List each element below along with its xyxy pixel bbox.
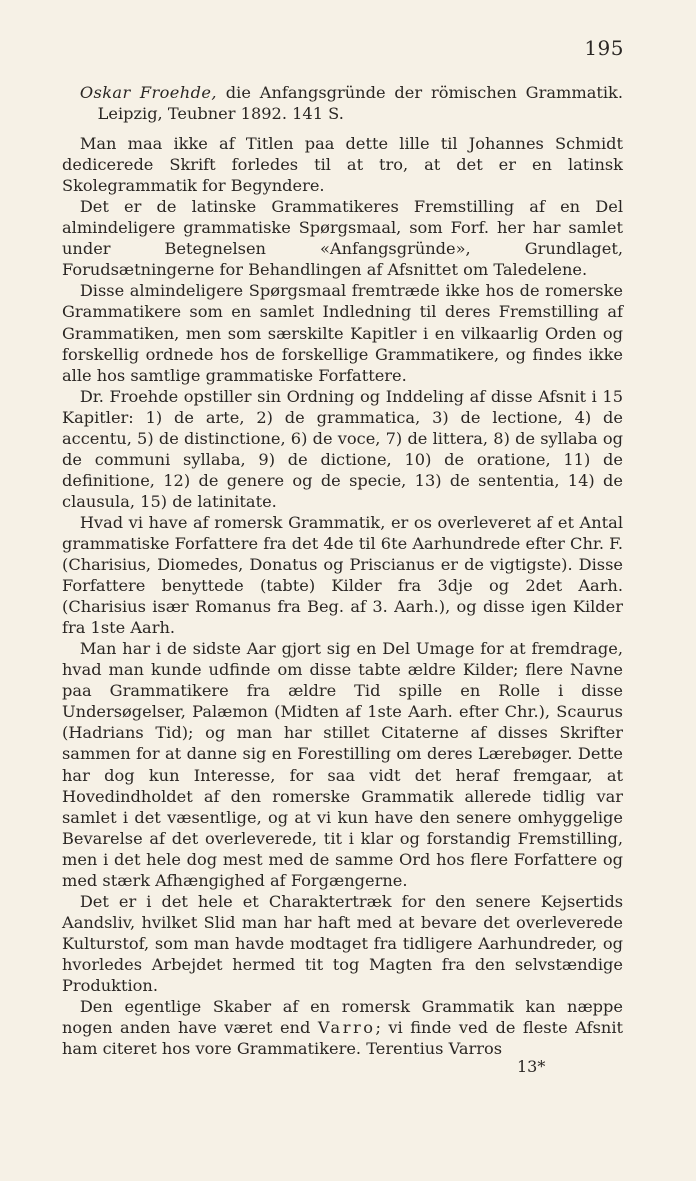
paragraph: Man har i de sidste Aar gjort sig en Del Umage for at fremdrage, hvad man kunde udfinde om disse tabte ældre Kilder; flere Navne paa Grammatikere fra ældre Tid spille en Rolle i disse Undersøgelser, Palæmon (Midten af 1ste Aarh. efter Chr.), Scaurus (Hadrians Tid); og man har stillet Citaterne af disses Skrifter sammen for at danne sig en Forestilling om deres Lærebøger. Dette har dog kun Interesse, for saa vidt det heraf fremgaar, at Hovedindholdet af den romerske Grammatik allerede tidlig var samlet i det væsentlige, og at vi kun have den senere omhyggelige Bevarelse af det overleverede, tit i klar og forstandig Fremstilling, men i det hele dog mest med de samme Ord hos flere Forfattere og med stærk Afhængighed af Forgængerne. [62,639,623,890]
paragraph: Det er i det hele et Charaktertræk for den senere Kejsertids Aandsliv, hvilket Slid man har haft med at bevare det overleverede Kulturstof, som man havde modtaget fra tidligere Aarhundreder, og hvorledes Arbejdet hermed tit tog Magten fra den selvstændige Produktion. [62,891,623,995]
spaced-name-varro: Varro [317,1018,376,1038]
signature-mark: 13* [517,1057,546,1076]
paragraph: Det er de latinske Grammatikeres Fremstilling af en Del almindeligere grammatiske Spørgsmaal, som Forf. her har samlet under Betegnelsen «Anfangsgründe», Grundlaget, Forudsætningerne for Behandlingen af Afsnittet om Taledelene. [62,197,623,280]
page-number: 195 [584,36,624,60]
paragraph: Disse almindeligere Spørgsmaal fremtræde ikke hos de romerske Grammatikere som en samlet Indledning til deres Fremstilling af Grammatiken, men som særskilte Kapitler i en vilkaarlig Orden og forskellig ordnede hos de forskellige Grammatikere, og findes ikke alle hos samtlige grammatiske Forfattere. [62,281,623,385]
paragraph: Hvad vi have af romersk Grammatik, er os overleveret af et Antal grammatiske Forfattere fra det 4de til 6te Aarhundrede efter Chr. F. (Charisius, Diomedes, Donatus og Priscianus er de vigtigste). Disse Forfattere benyttede (tabte) Kilder fra 3dje og 2det Aarh. (Charisius især Romanus fra Beg. af 3. Aarh.), og disse igen Kilder fra 1ste Aarh. [62,512,623,638]
body-text [62,82,623,1059]
last-paragraph-start: Den egentlige Skaber af en romersk Grammatik kan næppe nogen anden have været end [62,997,623,1038]
paragraph: Dr. Froehde opstiller sin Ordning og Inddeling af disse Afsnit i 15 Kapitler: 1) de arte, 2) de grammatica, 3) de lectione, 4) de accentu, 5) de distinctione, 6) de voce, 7) de littera, 8) de syllaba og de communi syllaba, 9) de dictione, 10) de oratione, 11) de definitione, 12) de genere og de specie, 13) de sententia, 14) de clausula, 15) de latinitate. [62,386,623,511]
paragraph-last [62,996,623,1059]
reference-author: Oskar Froehde, [79,83,217,102]
last-paragraph-end: ; vi finde ved de fleste Afsnit ham citeret hos vore Grammatikere. Terentius Varros [62,1018,623,1059]
paragraph: Man maa ikke af Titlen paa dette lille til Johannes Schmidt dedicerede Skrift forledes til at tro, at det er en latinsk Skolegrammatik for Begyndere. [62,134,623,196]
reference-details: die Anfangsgründe der römischen Grammatik. Leipzig, Teubner 1892. 141 S. [97,83,623,124]
bibliographic-reference [80,82,623,124]
